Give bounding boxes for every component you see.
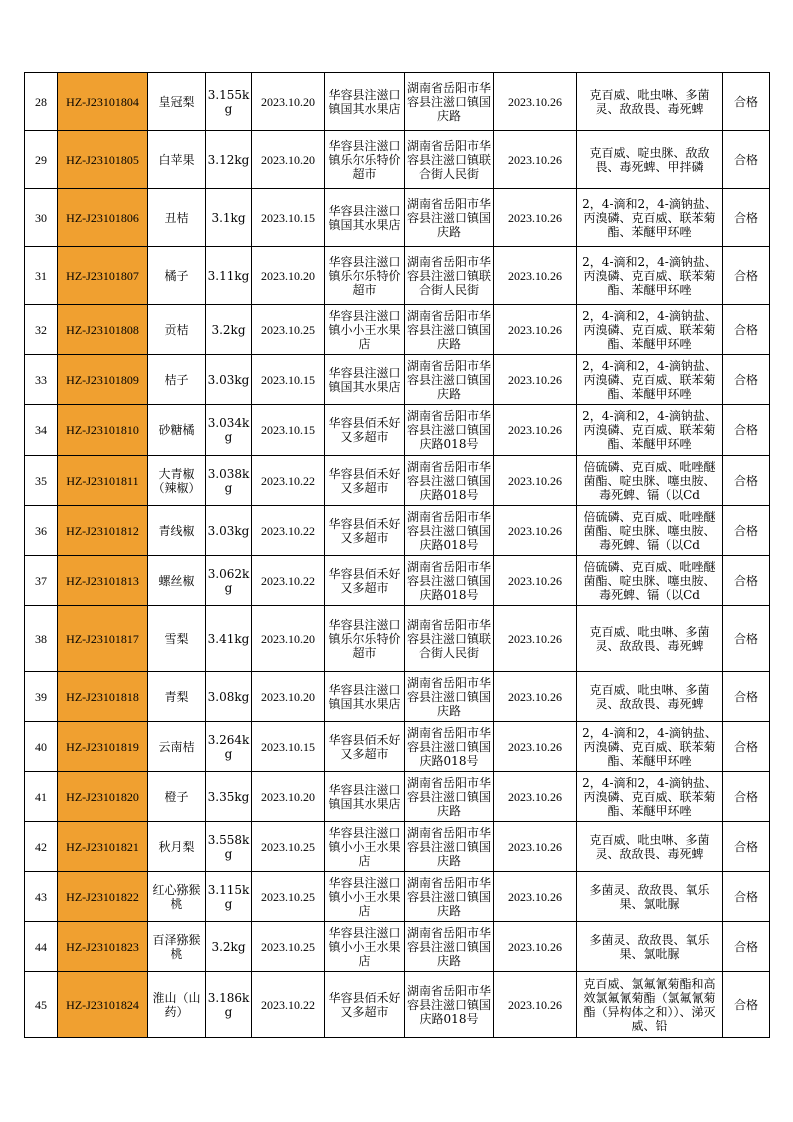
sample-code: HZ-J23101821 [58,822,148,872]
sample-code: HZ-J23101811 [58,456,148,506]
test-date: 2023.10.26 [494,722,577,772]
test-items: 倍硫磷、克百威、吡唑醚菌酯、啶虫脒、噻虫胺、毒死蜱、镉（以Cd [577,506,723,556]
sampling-date: 2023.10.25 [252,872,325,922]
row-number: 28 [25,73,58,131]
row-number: 44 [25,922,58,972]
test-date: 2023.10.26 [494,189,577,247]
seller-name: 华容县注滋口镇乐尔乐特价超市 [325,247,405,305]
sampling-date: 2023.10.20 [252,606,325,672]
sample-weight: 3.038kg [206,456,252,506]
test-result: 合格 [723,506,770,556]
test-result: 合格 [723,305,770,355]
sampling-date: 2023.10.20 [252,672,325,722]
test-result: 合格 [723,972,770,1038]
seller-name: 华容县注滋口镇国其水果店 [325,355,405,405]
seller-name: 华容县注滋口镇乐尔乐特价超市 [325,131,405,189]
product-name: 青梨 [148,672,206,722]
product-name: 大青椒（辣椒） [148,456,206,506]
sample-code: HZ-J23101817 [58,606,148,672]
seller-address: 湖南省岳阳市华容县注滋口镇国庆路 [405,922,494,972]
product-name: 白苹果 [148,131,206,189]
sample-code: HZ-J23101824 [58,972,148,1038]
row-number: 31 [25,247,58,305]
sample-code: HZ-J23101813 [58,556,148,606]
row-number: 30 [25,189,58,247]
test-items: 倍硫磷、克百威、吡唑醚菌酯、啶虫脒、噻虫胺、毒死蜱、镉（以Cd [577,556,723,606]
sample-code: HZ-J23101808 [58,305,148,355]
seller-name: 华容县注滋口镇国其水果店 [325,189,405,247]
sample-code: HZ-J23101820 [58,772,148,822]
test-items: 克百威、吡虫啉、多菌灵、敌敌畏、毒死蜱 [577,822,723,872]
sample-code: HZ-J23101819 [58,722,148,772]
table-row [25,189,770,247]
row-number: 43 [25,872,58,922]
sampling-date: 2023.10.22 [252,556,325,606]
sample-weight: 3.03kg [206,355,252,405]
test-result: 合格 [723,772,770,822]
table-row [25,922,770,972]
test-date: 2023.10.26 [494,556,577,606]
sample-weight: 3.35kg [206,772,252,822]
seller-address: 湖南省岳阳市华容县注滋口镇联合街人民街 [405,247,494,305]
row-number: 42 [25,822,58,872]
table-row [25,822,770,872]
sample-weight: 3.41kg [206,606,252,672]
table-row [25,772,770,822]
seller-address: 湖南省岳阳市华容县注滋口镇国庆路 [405,872,494,922]
table-row [25,131,770,189]
sampling-date: 2023.10.15 [252,722,325,772]
sample-weight: 3.062kg [206,556,252,606]
product-name: 雪梨 [148,606,206,672]
table-row [25,972,770,1038]
sample-code: HZ-J23101812 [58,506,148,556]
test-date: 2023.10.26 [494,822,577,872]
test-result: 合格 [723,131,770,189]
test-result: 合格 [723,606,770,672]
seller-name: 华容县佰禾好又多超市 [325,722,405,772]
product-name: 螺丝椒 [148,556,206,606]
table-row [25,456,770,506]
table-row [25,606,770,672]
seller-address: 湖南省岳阳市华容县注滋口镇国庆路 [405,189,494,247]
seller-name: 华容县佰禾好又多超市 [325,405,405,456]
test-date: 2023.10.26 [494,872,577,922]
sample-code: HZ-J23101807 [58,247,148,305]
seller-name: 华容县注滋口镇小小王水果店 [325,872,405,922]
product-name: 淮山（山药） [148,972,206,1038]
row-number: 41 [25,772,58,822]
sampling-date: 2023.10.15 [252,189,325,247]
seller-name: 华容县注滋口镇小小王水果店 [325,922,405,972]
test-result: 合格 [723,672,770,722]
sample-weight: 3.186kg [206,972,252,1038]
product-name: 红心猕猴桃 [148,872,206,922]
test-items: 2，4-滴和2，4-滴钠盐、丙溴磷、克百威、联苯菊酯、苯醚甲环唑 [577,722,723,772]
sampling-date: 2023.10.20 [252,131,325,189]
seller-name: 华容县注滋口镇国其水果店 [325,772,405,822]
test-date: 2023.10.26 [494,922,577,972]
sampling-date: 2023.10.25 [252,922,325,972]
test-date: 2023.10.26 [494,672,577,722]
test-result: 合格 [723,73,770,131]
test-items: 2，4-滴和2，4-滴钠盐、丙溴磷、克百威、联苯菊酯、苯醚甲环唑 [577,355,723,405]
sample-weight: 3.12kg [206,131,252,189]
test-date: 2023.10.26 [494,456,577,506]
sample-weight: 3.155kg [206,73,252,131]
product-name: 桔子 [148,355,206,405]
row-number: 36 [25,506,58,556]
table-row [25,73,770,131]
sample-weight: 3.264kg [206,722,252,772]
test-items: 2，4-滴和2，4-滴钠盐、丙溴磷、克百威、联苯菊酯、苯醚甲环唑 [577,405,723,456]
test-date: 2023.10.26 [494,73,577,131]
row-number: 37 [25,556,58,606]
seller-name: 华容县注滋口镇小小王水果店 [325,822,405,872]
row-number: 39 [25,672,58,722]
seller-address: 湖南省岳阳市华容县注滋口镇联合街人民街 [405,131,494,189]
table-row [25,355,770,405]
test-items: 2，4-滴和2，4-滴钠盐、丙溴磷、克百威、联苯菊酯、苯醚甲环唑 [577,189,723,247]
test-items: 2，4-滴和2，4-滴钠盐、丙溴磷、克百威、联苯菊酯、苯醚甲环唑 [577,305,723,355]
sample-code: HZ-J23101804 [58,73,148,131]
sample-code: HZ-J23101805 [58,131,148,189]
seller-address: 湖南省岳阳市华容县注滋口镇国庆路018号 [405,456,494,506]
test-items: 倍硫磷、克百威、吡唑醚菌酯、啶虫脒、噻虫胺、毒死蜱、镉（以Cd [577,456,723,506]
sample-weight: 3.1kg [206,189,252,247]
test-result: 合格 [723,456,770,506]
sample-weight: 3.2kg [206,922,252,972]
sampling-date: 2023.10.20 [252,73,325,131]
test-date: 2023.10.26 [494,131,577,189]
test-result: 合格 [723,922,770,972]
seller-name: 华容县注滋口镇小小王水果店 [325,305,405,355]
product-name: 砂糖橘 [148,405,206,456]
sample-code: HZ-J23101809 [58,355,148,405]
seller-address: 湖南省岳阳市华容县注滋口镇国庆路018号 [405,972,494,1038]
test-items: 克百威、吡虫啉、多菌灵、敌敌畏、毒死蜱 [577,672,723,722]
row-number: 34 [25,405,58,456]
sample-weight: 3.115kg [206,872,252,922]
test-items: 2，4-滴和2，4-滴钠盐、丙溴磷、克百威、联苯菊酯、苯醚甲环唑 [577,247,723,305]
sampling-date: 2023.10.15 [252,355,325,405]
seller-name: 华容县佰禾好又多超市 [325,506,405,556]
seller-address: 湖南省岳阳市华容县注滋口镇国庆路018号 [405,506,494,556]
inspection-results-table [24,72,770,1038]
product-name: 橘子 [148,247,206,305]
test-date: 2023.10.26 [494,305,577,355]
seller-address: 湖南省岳阳市华容县注滋口镇国庆路 [405,772,494,822]
row-number: 35 [25,456,58,506]
test-items: 2，4-滴和2，4-滴钠盐、丙溴磷、克百威、联苯菊酯、苯醚甲环唑 [577,772,723,822]
seller-name: 华容县注滋口镇国其水果店 [325,73,405,131]
sample-weight: 3.08kg [206,672,252,722]
sample-code: HZ-J23101823 [58,922,148,972]
table-row [25,672,770,722]
test-date: 2023.10.26 [494,972,577,1038]
sampling-date: 2023.10.22 [252,972,325,1038]
test-result: 合格 [723,405,770,456]
test-items: 多菌灵、敌敌畏、氧乐果、氯吡脲 [577,872,723,922]
seller-address: 湖南省岳阳市华容县注滋口镇国庆路018号 [405,405,494,456]
seller-address: 湖南省岳阳市华容县注滋口镇国庆路 [405,305,494,355]
sample-weight: 3.11kg [206,247,252,305]
product-name: 橙子 [148,772,206,822]
test-items: 克百威、啶虫脒、敌敌畏、毒死蜱、甲拌磷 [577,131,723,189]
product-name: 皇冠梨 [148,73,206,131]
sampling-date: 2023.10.25 [252,822,325,872]
table-row [25,556,770,606]
sampling-date: 2023.10.20 [252,772,325,822]
sample-weight: 3.034kg [206,405,252,456]
test-date: 2023.10.26 [494,247,577,305]
product-name: 百泽猕猴桃 [148,922,206,972]
test-result: 合格 [723,872,770,922]
product-name: 青线椒 [148,506,206,556]
test-items: 克百威、吡虫啉、多菌灵、敌敌畏、毒死蜱 [577,606,723,672]
sampling-date: 2023.10.22 [252,506,325,556]
sampling-date: 2023.10.22 [252,456,325,506]
seller-address: 湖南省岳阳市华容县注滋口镇国庆路 [405,73,494,131]
table-body [25,73,770,1038]
product-name: 贡桔 [148,305,206,355]
test-date: 2023.10.26 [494,355,577,405]
test-result: 合格 [723,247,770,305]
sample-code: HZ-J23101806 [58,189,148,247]
row-number: 32 [25,305,58,355]
test-result: 合格 [723,189,770,247]
seller-address: 湖南省岳阳市华容县注滋口镇国庆路018号 [405,556,494,606]
table-row [25,506,770,556]
test-items: 多菌灵、敌敌畏、氧乐果、氯吡脲 [577,922,723,972]
sample-code: HZ-J23101818 [58,672,148,722]
seller-address: 湖南省岳阳市华容县注滋口镇国庆路 [405,355,494,405]
seller-address: 湖南省岳阳市华容县注滋口镇国庆路018号 [405,722,494,772]
test-items: 克百威、氯氟氰菊酯和高效氯氟氰菊酯（氯氟氰菊酯（异构体之和））、涕灭威、铅 [577,972,723,1038]
test-items: 克百威、吡虫啉、多菌灵、敌敌畏、毒死蜱 [577,73,723,131]
seller-name: 华容县佰禾好又多超市 [325,556,405,606]
sample-weight: 3.03kg [206,506,252,556]
test-date: 2023.10.26 [494,772,577,822]
row-number: 38 [25,606,58,672]
seller-name: 华容县佰禾好又多超市 [325,972,405,1038]
row-number: 45 [25,972,58,1038]
test-result: 合格 [723,355,770,405]
seller-name: 华容县注滋口镇乐尔乐特价超市 [325,606,405,672]
test-result: 合格 [723,822,770,872]
row-number: 29 [25,131,58,189]
product-name: 云南桔 [148,722,206,772]
table-row [25,247,770,305]
seller-address: 湖南省岳阳市华容县注滋口镇联合街人民街 [405,606,494,672]
sampling-date: 2023.10.25 [252,305,325,355]
sample-weight: 3.558kg [206,822,252,872]
test-result: 合格 [723,722,770,772]
seller-name: 华容县佰禾好又多超市 [325,456,405,506]
seller-address: 湖南省岳阳市华容县注滋口镇国庆路 [405,672,494,722]
table-row [25,405,770,456]
product-name: 丑桔 [148,189,206,247]
table-row [25,722,770,772]
test-date: 2023.10.26 [494,405,577,456]
test-date: 2023.10.26 [494,506,577,556]
test-result: 合格 [723,556,770,606]
seller-address: 湖南省岳阳市华容县注滋口镇国庆路 [405,822,494,872]
table-row [25,872,770,922]
product-name: 秋月梨 [148,822,206,872]
sample-code: HZ-J23101810 [58,405,148,456]
sampling-date: 2023.10.20 [252,247,325,305]
table-row [25,305,770,355]
sampling-date: 2023.10.15 [252,405,325,456]
row-number: 33 [25,355,58,405]
sample-weight: 3.2kg [206,305,252,355]
seller-name: 华容县注滋口镇国其水果店 [325,672,405,722]
sample-code: HZ-J23101822 [58,872,148,922]
test-date: 2023.10.26 [494,606,577,672]
row-number: 40 [25,722,58,772]
